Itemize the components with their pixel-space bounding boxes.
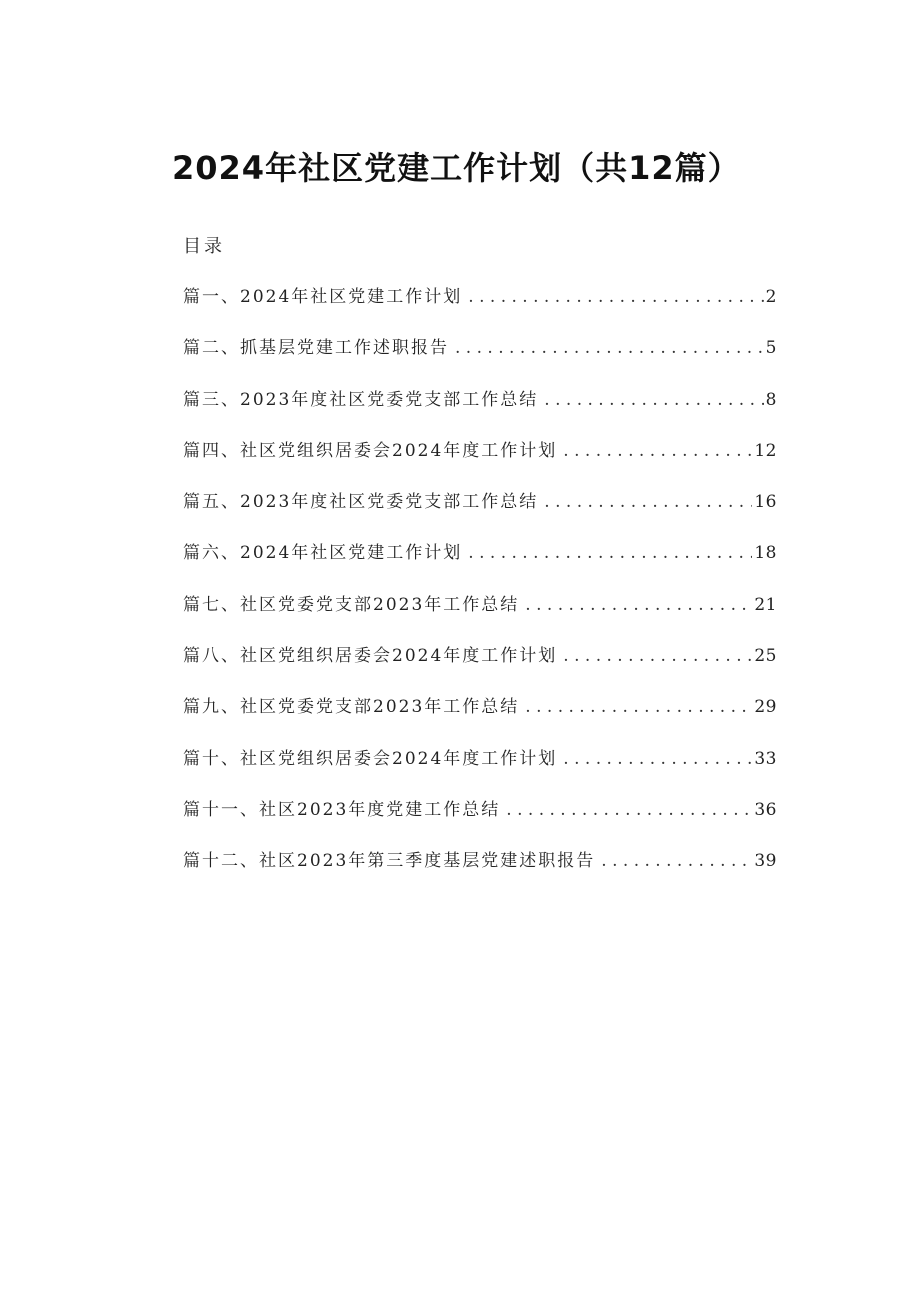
- toc-entry-page: 33: [754, 748, 777, 769]
- toc-dot-leader: [525, 693, 752, 721]
- toc-dot-leader: [563, 642, 752, 670]
- toc-entry[interactable]: [183, 847, 777, 898]
- toc-entry[interactable]: [183, 642, 777, 693]
- toc-entry-page: 18: [754, 543, 777, 564]
- toc-entry-title: 篇六、2024年社区党建工作计划: [183, 543, 463, 564]
- toc-entry-title: 篇三、2023年度社区党委党支部工作总结: [183, 389, 539, 410]
- toc-entry[interactable]: [183, 745, 777, 796]
- toc-entry-title: 篇九、社区党委党支部2023年工作总结: [183, 697, 520, 718]
- toc-heading: 目录: [183, 236, 225, 257]
- toc-entry-page: 8: [765, 389, 777, 410]
- toc-dot-leader: [544, 488, 752, 516]
- toc-entry-page: 5: [765, 338, 777, 359]
- toc-entry[interactable]: [183, 334, 777, 385]
- toc-entry-title: 篇二、抓基层党建工作述职报告: [183, 338, 449, 359]
- toc-entry-title: 篇十一、社区2023年度党建工作总结: [183, 799, 501, 820]
- toc-dot-leader: [601, 847, 752, 875]
- toc-entry-title: 篇七、社区党委党支部2023年工作总结: [183, 594, 520, 615]
- toc-entry-title: 篇一、2024年社区党建工作计划: [183, 287, 463, 307]
- toc-entry[interactable]: [183, 386, 777, 437]
- toc-entry[interactable]: [183, 693, 777, 744]
- document-title: 2024年社区党建工作计划（共12篇）: [172, 149, 741, 187]
- table-of-contents: [183, 283, 777, 899]
- toc-entry-title: 篇八、社区党组织居委会2024年度工作计划: [183, 646, 558, 667]
- toc-dot-leader: [455, 334, 764, 362]
- toc-dot-leader: [525, 591, 752, 619]
- toc-entry[interactable]: [183, 539, 777, 590]
- toc-entry[interactable]: [183, 283, 777, 334]
- toc-entry-page: 2: [765, 287, 777, 307]
- toc-entry-page: 25: [754, 646, 777, 667]
- toc-entry[interactable]: [183, 591, 777, 642]
- toc-dot-leader: [544, 386, 763, 414]
- toc-dot-leader: [563, 437, 752, 465]
- toc-dot-leader: [506, 796, 752, 824]
- toc-entry[interactable]: [183, 796, 777, 847]
- toc-dot-leader: [468, 283, 763, 311]
- toc-entry-title: 篇十、社区党组织居委会2024年度工作计划: [183, 748, 558, 769]
- toc-entry-page: 36: [754, 799, 777, 820]
- toc-entry[interactable]: [183, 488, 777, 539]
- toc-entry-page: 21: [754, 594, 777, 615]
- toc-entry-title: 篇十二、社区2023年第三季度基层党建述职报告: [183, 851, 596, 872]
- toc-entry-title: 篇四、社区党组织居委会2024年度工作计划: [183, 440, 558, 461]
- toc-entry-page: 16: [754, 492, 777, 513]
- toc-entry-page: 29: [754, 697, 777, 718]
- toc-entry-title: 篇五、2023年度社区党委党支部工作总结: [183, 492, 539, 513]
- toc-entry-page: 12: [754, 440, 777, 461]
- toc-dot-leader: [563, 745, 752, 773]
- toc-entry[interactable]: [183, 437, 777, 488]
- toc-dot-leader: [468, 539, 752, 567]
- toc-entry-page: 39: [754, 851, 777, 872]
